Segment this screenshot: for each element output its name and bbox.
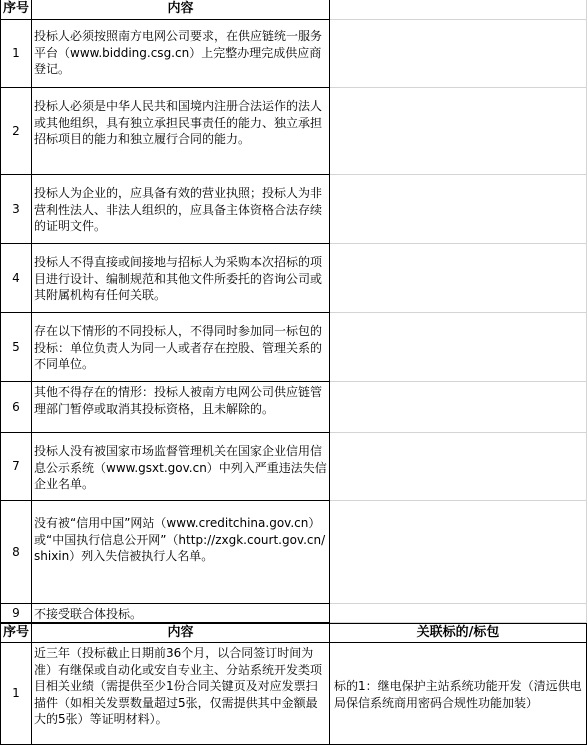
row-content[interactable]: 投标人没有被国家市场监督管理机关在国家企业信用信息公示系统（www.gsxt.gov.cn）中列入严重违法失信企业名单。 [32,433,330,501]
header-related[interactable]: 关联标的/标包 [330,623,587,643]
row-num[interactable]: 5 [0,313,32,382]
row-content[interactable]: 其他不得存在的情形：投标人被南方电网公司供应链管理部门暂停或取消其投标资格，且未解除的。 [32,382,330,433]
table-row [0,604,587,623]
table-row [0,643,587,745]
empty-cell[interactable] [330,604,587,623]
header-num[interactable]: 序号 [0,0,32,20]
empty-cell[interactable] [330,20,587,88]
table-row [0,433,587,501]
empty-cell[interactable] [330,244,587,313]
table2-header-row [0,623,587,643]
empty-cell[interactable] [330,313,587,382]
table-row [0,382,587,433]
row-num[interactable]: 7 [0,433,32,501]
table-row [0,175,587,244]
empty-cell[interactable] [330,382,587,433]
row-content[interactable]: 投标人必须按照南方电网公司要求，在供应链统一服务平台（www.bidding.csg.cn）上完整办理完成供应商登记。 [32,20,330,88]
row-content[interactable]: 投标人必须是中华人民共和国境内注册合法运作的法人或其他组织，具有独立承担民事责任的能力、独立承担招标项目的能力和独立履行合同的能力。 [32,88,330,175]
empty-cell[interactable] [330,433,587,501]
table-row [0,501,587,604]
row-content[interactable]: 存在以下情形的不同投标人，不得同时参加同一标包的投标：单位负责人为同一人或者存在控股、管理关系的不同单位。 [32,313,330,382]
row-related[interactable]: 标的1：继电保护主站系统功能开发（清远供电局保信系统商用密码合规性功能加装） [330,643,587,745]
row-content[interactable]: 不接受联合体投标。 [32,604,330,623]
table-row [0,88,587,175]
row-num[interactable]: 2 [0,88,32,175]
empty-cell[interactable] [330,0,587,20]
header-content[interactable]: 内容 [32,0,330,20]
row-content[interactable]: 近三年（投标截止日期前36个月，以合同签订时间为准）有继保或自动化或安自专业主、分站系统开发类项目相关业绩（需提供至少1份合同关键页及对应发票扫描件（如相关发票数量超过5张，仅需提供其中金额最大的5张）等证明材料）。 [32,643,330,745]
header-content[interactable]: 内容 [32,623,330,643]
row-num[interactable]: 1 [0,643,32,745]
table-row [0,20,587,88]
row-num[interactable]: 3 [0,175,32,244]
header-num[interactable]: 序号 [0,623,32,643]
table-row [0,313,587,382]
row-content[interactable]: 没有被“信用中国”网站（www.creditchina.gov.cn）或“中国执行信息公开网”（http://zxgk.court.gov.cn/shixin）列入失信被执行人名单。 [32,501,330,604]
row-num[interactable]: 4 [0,244,32,313]
empty-cell[interactable] [330,501,587,604]
row-content[interactable]: 投标人为企业的，应具备有效的营业执照；投标人为非营利性法人、非法人组织的，应具备主体资格合法存续的证明文件。 [32,175,330,244]
row-num[interactable]: 8 [0,501,32,604]
table-row [0,244,587,313]
table1-header-row [0,0,587,20]
row-num[interactable]: 1 [0,20,32,88]
empty-cell[interactable] [330,175,587,244]
row-num[interactable]: 6 [0,382,32,433]
row-content[interactable]: 投标人不得直接或间接地与招标人为采购本次招标的项目进行设计、编制规范和其他文件所委托的咨询公司或其附属机构有任何关联。 [32,244,330,313]
empty-cell[interactable] [330,88,587,175]
row-num[interactable]: 9 [0,604,32,623]
